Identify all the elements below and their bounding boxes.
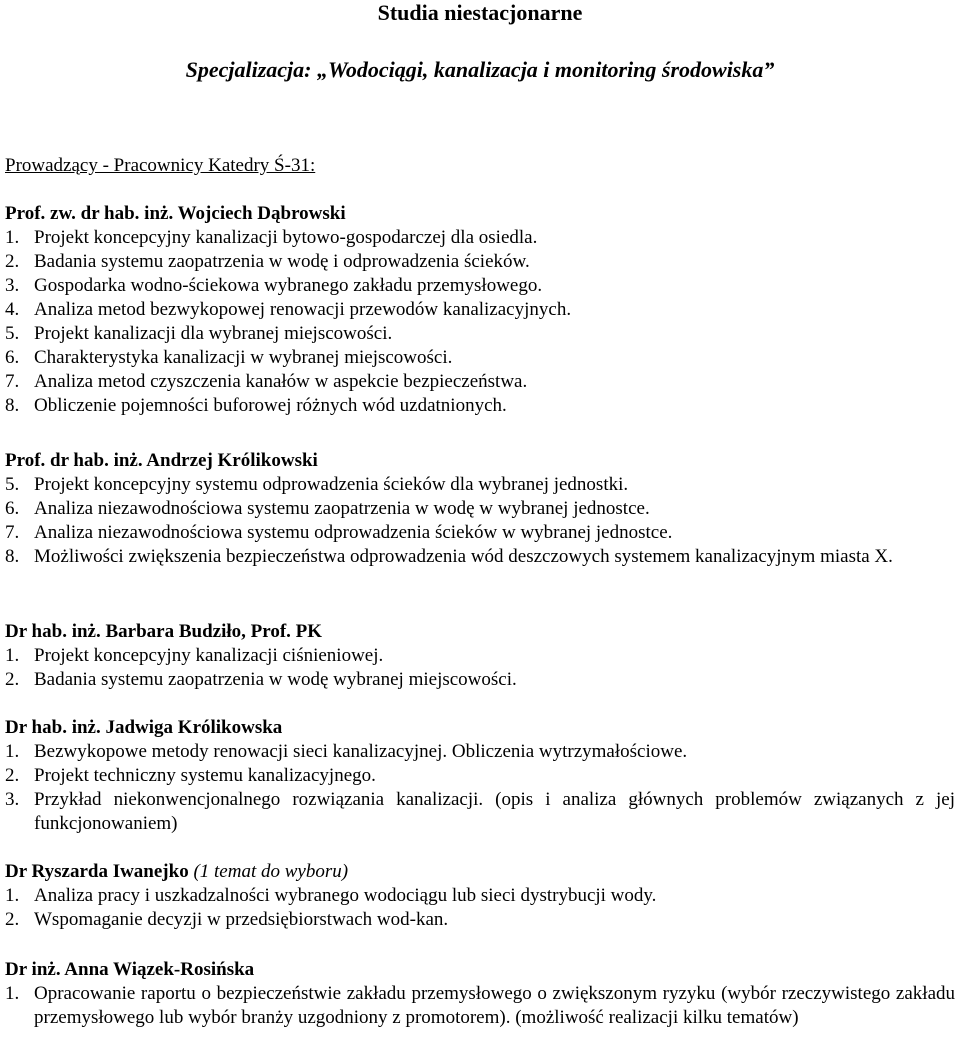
topic-number: 8. bbox=[5, 546, 20, 567]
topic-text: Badania systemu zaopatrzenia w wodę i odprowadzenia ścieków. bbox=[34, 251, 530, 272]
topic-item bbox=[5, 322, 955, 346]
topic-item bbox=[5, 370, 955, 394]
topic-item bbox=[5, 521, 955, 545]
topic-text: Projekt kanalizacji dla wybranej miejscowości. bbox=[34, 323, 393, 344]
supervisor-name: Dr hab. inż. Jadwiga Królikowska bbox=[5, 717, 283, 738]
topic-number: 2. bbox=[5, 765, 20, 786]
specialization-subtitle: Specjalizacja: „Wodociągi, kanalizacja i monitoring środowiska” bbox=[185, 57, 775, 82]
topic-item bbox=[5, 346, 955, 370]
topic-text: Bezwykopowe metody renowacji sieci kanalizacyjnej. Obliczenia wytrzymałościowe. bbox=[34, 741, 688, 762]
topic-text: Analiza niezawodnościowa systemu zaopatrzenia w wodę w wybranej jednostce. bbox=[34, 498, 650, 519]
supervisor-heading bbox=[5, 860, 955, 884]
topic-list bbox=[5, 884, 955, 932]
topic-item bbox=[5, 497, 955, 521]
topic-text: Projekt koncepcyjny systemu odprowadzenia ścieków dla wybranej jednostki. bbox=[34, 474, 629, 495]
topic-list bbox=[5, 740, 955, 836]
topic-item bbox=[5, 982, 955, 1030]
supervisor-section-iwanejko bbox=[5, 860, 955, 932]
topic-text: Charakterystyka kanalizacji w wybranej miejscowości. bbox=[34, 347, 453, 368]
topic-list bbox=[5, 226, 955, 418]
topic-number: 1. bbox=[5, 227, 20, 248]
supervisors-lead: Prowadzący - Pracownicy Katedry Ś-31: bbox=[5, 155, 316, 176]
topic-item bbox=[5, 908, 955, 932]
topic-text: Analiza niezawodnościowa systemu odprowadzenia ścieków w wybranej jednostce. bbox=[34, 522, 673, 543]
topic-text: Przykład niekonwencjonalnego rozwiązania kanalizacji. (opis i analiza głównych problemów związanych z jej funkcjonowaniem) bbox=[34, 789, 955, 834]
topic-number: 5. bbox=[5, 474, 20, 495]
topic-list bbox=[5, 644, 955, 692]
topic-item bbox=[5, 788, 955, 836]
topic-text: Analiza metod czyszczenia kanałów w aspekcie bezpieczeństwa. bbox=[34, 371, 528, 392]
topic-number: 5. bbox=[5, 323, 20, 344]
topic-choice-note: (1 temat do wyboru) bbox=[193, 861, 349, 882]
topic-text: Badania systemu zaopatrzenia w wodę wybranej miejscowości. bbox=[34, 669, 517, 690]
topic-number: 1. bbox=[5, 885, 20, 906]
supervisor-section-wiazek-rosinska bbox=[5, 958, 955, 1030]
topic-text: Analiza pracy i uszkadzalności wybranego wodociągu lub sieci dystrybucji wody. bbox=[34, 885, 657, 906]
topic-item bbox=[5, 764, 955, 788]
topic-item bbox=[5, 545, 955, 569]
supervisor-section-krolikowski bbox=[5, 449, 955, 569]
topic-number: 2. bbox=[5, 251, 20, 272]
topic-number: 7. bbox=[5, 371, 20, 392]
topic-text: Projekt techniczny systemu kanalizacyjnego. bbox=[34, 765, 376, 786]
topic-text: Analiza metod bezwykopowej renowacji przewodów kanalizacyjnych. bbox=[34, 299, 572, 320]
topic-item bbox=[5, 668, 955, 692]
topic-number: 1. bbox=[5, 741, 20, 762]
topic-number: 7. bbox=[5, 522, 20, 543]
topic-text: Wspomaganie decyzji w przedsiębiorstwach wod-kan. bbox=[34, 909, 449, 930]
topic-number: 8. bbox=[5, 395, 20, 416]
topic-item bbox=[5, 884, 955, 908]
topic-item bbox=[5, 394, 955, 418]
topic-list bbox=[5, 473, 955, 569]
topic-number: 3. bbox=[5, 789, 20, 810]
topic-item bbox=[5, 644, 955, 668]
topic-number: 6. bbox=[5, 498, 20, 519]
topic-item bbox=[5, 250, 955, 274]
supervisor-name: Prof. dr hab. inż. Andrzej Królikowski bbox=[5, 450, 318, 471]
topic-text: Opracowanie raportu o bezpieczeństwie zakładu przemysłowego o zwiększonym ryzyku (wybór rzeczywistego zakładu przemysłowego lub wybór branży uzgodniony z promotorem). (możliwość realizacji kilku tematów) bbox=[34, 983, 955, 1028]
supervisor-name: Dr Ryszarda Iwanejko bbox=[5, 861, 189, 882]
topic-number: 4. bbox=[5, 299, 20, 320]
supervisor-name: Dr hab. inż. Barbara Budziło, Prof. PK bbox=[5, 621, 323, 642]
supervisor-section-jkrolikowska bbox=[5, 716, 955, 836]
topic-item bbox=[5, 226, 955, 250]
topic-list bbox=[5, 982, 955, 1030]
topic-text: Projekt koncepcyjny kanalizacji bytowo-gospodarczej dla osiedla. bbox=[34, 227, 538, 248]
topic-number: 3. bbox=[5, 275, 20, 296]
supervisor-section-budzilo bbox=[5, 620, 955, 692]
topic-text: Projekt koncepcyjny kanalizacji ciśnieniowej. bbox=[34, 645, 384, 666]
topic-number: 1. bbox=[5, 645, 20, 666]
topic-item bbox=[5, 740, 955, 764]
supervisor-section-dabrowski bbox=[5, 202, 955, 418]
topic-text: Obliczenie pojemności buforowej różnych wód uzdatnionych. bbox=[34, 395, 507, 416]
topic-number: 2. bbox=[5, 669, 20, 690]
topic-text: Możliwości zwiększenia bezpieczeństwa odprowadzenia wód deszczowych systemem kanalizacyjnym miasta X. bbox=[34, 546, 893, 567]
topic-text: Gospodarka wodno-ściekowa wybranego zakładu przemysłowego. bbox=[34, 275, 543, 296]
topic-number: 1. bbox=[5, 983, 20, 1004]
topic-number: 6. bbox=[5, 347, 20, 368]
topic-number: 2. bbox=[5, 909, 20, 930]
supervisor-name: Prof. zw. dr hab. inż. Wojciech Dąbrowski bbox=[5, 203, 346, 224]
topic-item bbox=[5, 298, 955, 322]
topic-item bbox=[5, 473, 955, 497]
topic-item bbox=[5, 274, 955, 298]
supervisor-name: Dr inż. Anna Wiązek-Rosińska bbox=[5, 959, 255, 980]
document-title: Studia niestacjonarne bbox=[377, 0, 583, 25]
